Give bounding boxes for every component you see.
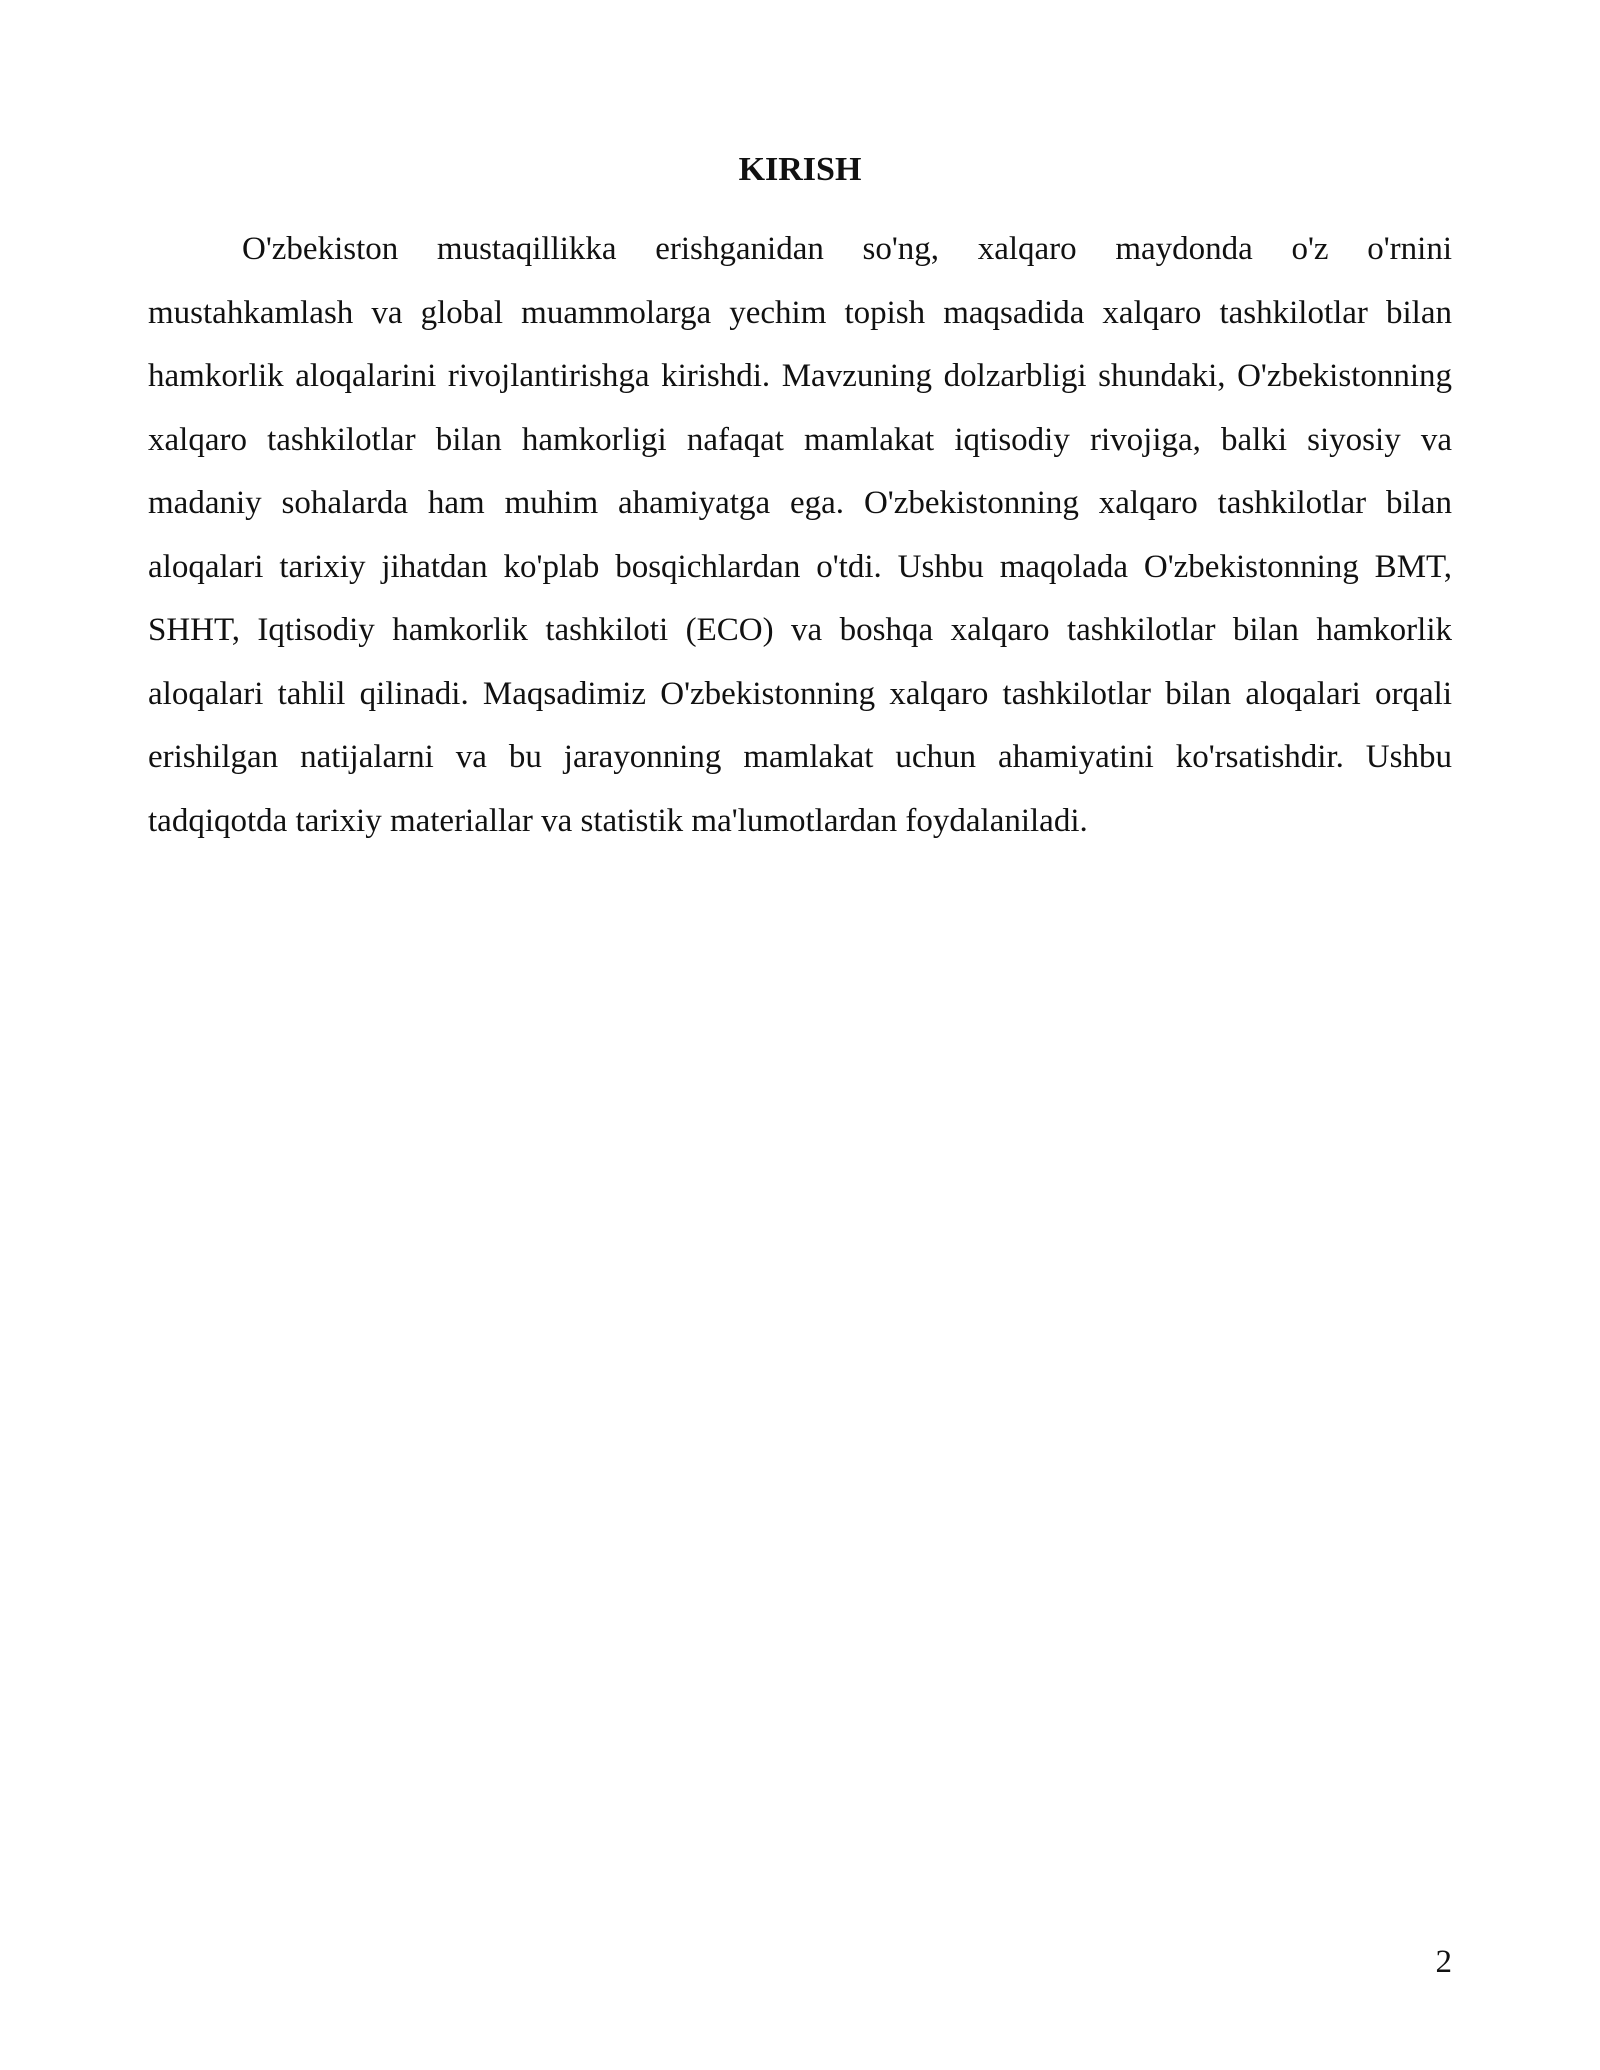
body-paragraph: O'zbekiston mustaqillikka erishganidan so'ng, xalqaro maydonda o'z o'rnini mustahkamlash va global muammolarga yechim topish maqsadida xalqaro tashkilotlar bilan hamkorlik aloqalarini rivojlantirishga kirishdi. Mavzuning dolzarbligi shundaki, O'zbekistonning xalqaro tashkilotlar bilan hamkorligi nafaqat mamlakat iqtisodiy rivojiga, balki siyosiy va madaniy sohalarda ham muhim ahamiyatga ega. O'zbekistonning xalqaro tashkilotlar bilan aloqalari tarixiy jihatdan ko'plab bosqichlardan o'tdi. Ushbu maqolada O'zbekistonning BMT, SHHT, Iqtisodiy hamkorlik tashkiloti (ECO) va boshqa xalqaro tashkilotlar bilan hamkorlik aloqalari tahlil qilinadi. Maqsadimiz O'zbekistonning xalqaro tashkilotlar bilan aloqalari orqali erishilgan natijalarni va bu jarayonning mamlakat uchun ahamiyatini ko'rsatishdir. Ushbu tadqiqotda tarixiy materiallar va statistik ma'lumotlardan foydalaniladi. bbox=[148, 231, 1452, 839]
page-number: 2 bbox=[1435, 1944, 1452, 1980]
section-heading: KIRISH bbox=[738, 151, 862, 188]
